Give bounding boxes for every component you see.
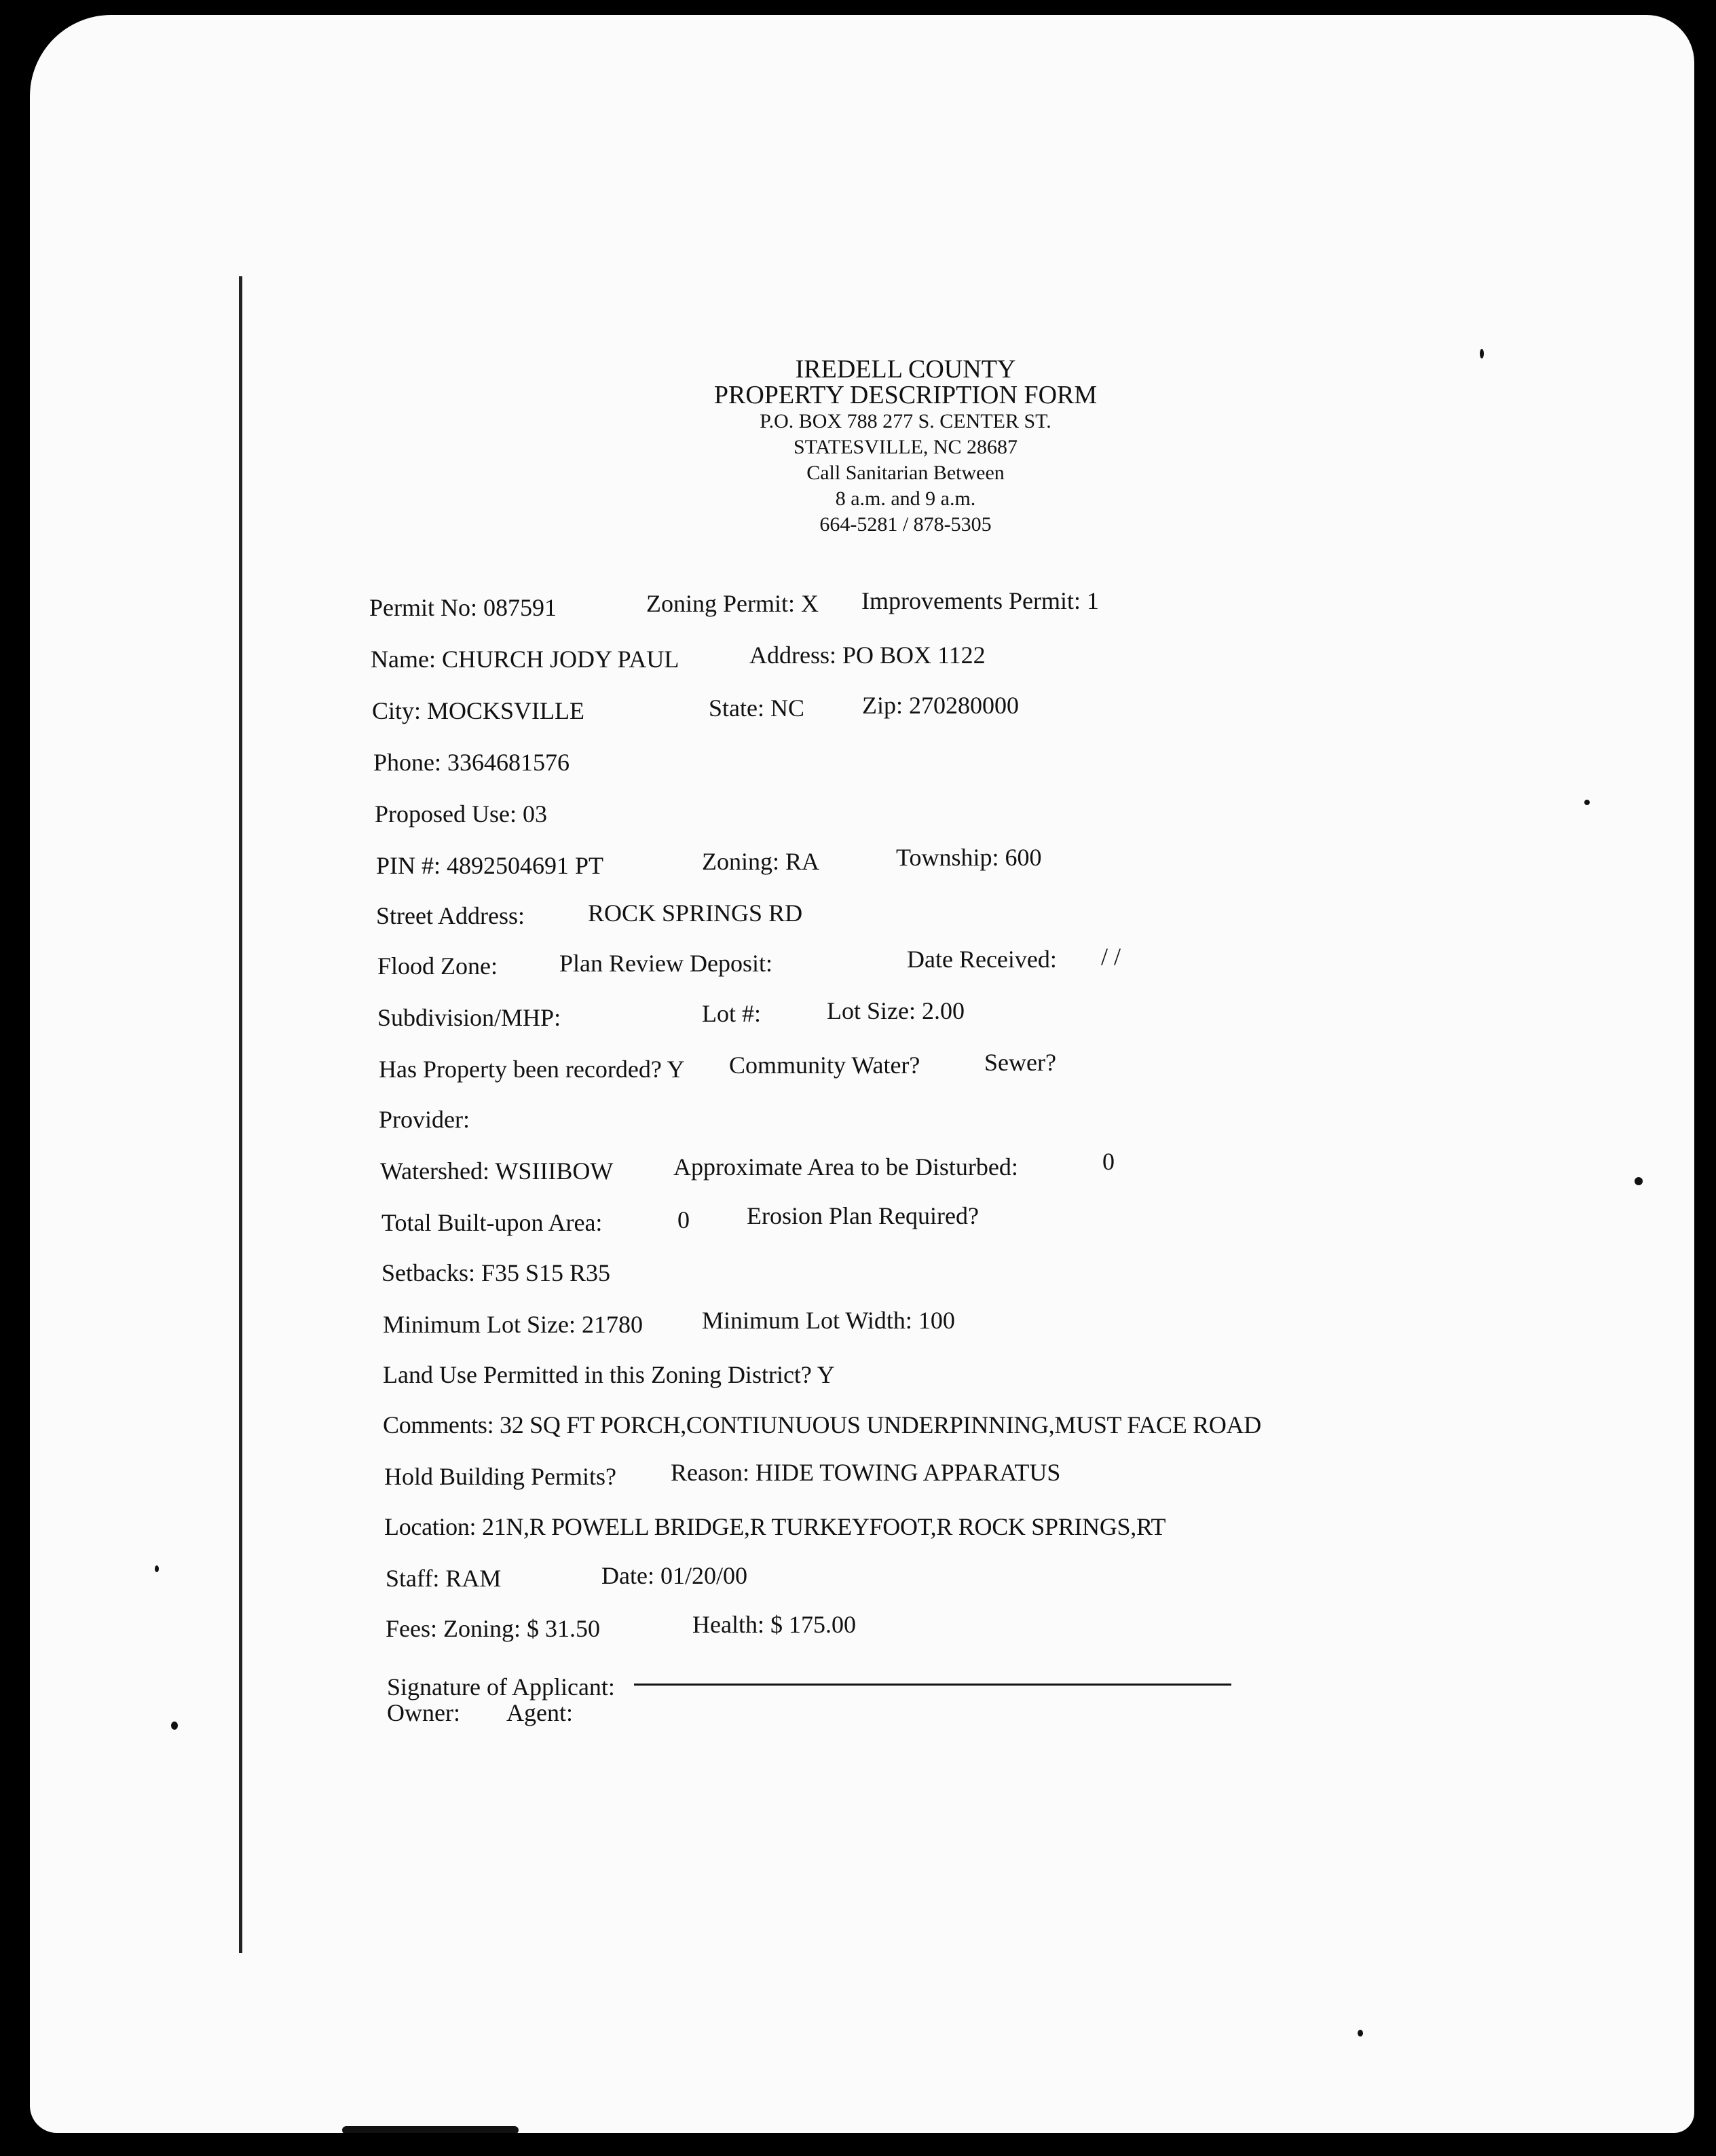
phone: Phone: 3364681576 [373,749,570,776]
left-margin-rule [239,276,242,1953]
setbacks: Setbacks: F35 S15 R35 [381,1259,611,1286]
fees-health: Health: $ 175.00 [692,1611,856,1638]
scan-speck [1480,349,1484,358]
hold-building-permits: Hold Building Permits? [384,1463,616,1490]
property-recorded: Has Property been recorded? Y [379,1056,685,1083]
permit-no: Permit No: 087591 [369,594,557,621]
header-address-line2: STATESVILLE, NC 28687 [793,436,1018,458]
date-received-label: Date Received: [907,946,1057,973]
land-use-permitted: Land Use Permitted in this Zoning District? Y [383,1361,835,1388]
flood-zone: Flood Zone: [377,952,498,980]
location: Location: 21N,R POWELL BRIDGE,R TURKEYFOOT,R ROCK SPRINGS,RT [384,1513,1166,1540]
approx-area-value: 0 [1102,1148,1115,1175]
date-received-value: / / [1101,943,1121,970]
provider: Provider: [379,1106,470,1133]
form-title: PROPERTY DESCRIPTION FORM [713,381,1098,409]
watershed: Watershed: WSIIIBOW [380,1157,614,1185]
agent-label: Agent: [506,1699,573,1726]
county-heading: IREDELL COUNTY [795,355,1016,384]
built-upon-value: 0 [677,1206,690,1233]
community-water: Community Water? [729,1052,920,1079]
erosion-plan: Erosion Plan Required? [747,1202,979,1229]
signature-label: Signature of Applicant: [387,1673,615,1700]
street-address-label: Street Address: [376,902,525,929]
header-address-line1: P.O. BOX 788 277 S. CENTER ST. [760,410,1051,432]
header-phones: 664-5281 / 878-5305 [819,513,992,536]
scan-speck [171,1722,178,1730]
scan-speck [155,1565,159,1572]
minimum-lot-width: Minimum Lot Width: 100 [702,1307,955,1334]
improvements-permit: Improvements Permit: 1 [861,587,1099,614]
fees-zoning: Fees: Zoning: $ 31.50 [386,1615,600,1642]
zoning: Zoning: RA [702,848,820,875]
pin-number: PIN #: 4892504691 PT [376,852,604,879]
header-call-line2: 8 a.m. and 9 a.m. [835,487,976,510]
minimum-lot-size: Minimum Lot Size: 21780 [383,1311,643,1338]
applicant-name: Name: CHURCH JODY PAUL [371,646,679,673]
township: Township: 600 [896,844,1042,871]
proposed-use: Proposed Use: 03 [375,800,547,828]
street-address-value: ROCK SPRINGS RD [588,899,803,927]
plan-review-deposit: Plan Review Deposit: [559,950,772,977]
scan-edge-mark [342,2126,519,2133]
header-call-line1: Call Sanitarian Between [806,462,1005,484]
date: Date: 01/20/00 [601,1562,747,1589]
applicant-address: Address: PO BOX 1122 [749,642,986,669]
signature-line [634,1684,1231,1686]
state: State: NC [709,694,804,722]
sewer: Sewer? [984,1049,1056,1076]
lot-number: Lot #: [702,1000,761,1027]
hold-reason: Reason: HIDE TOWING APPARATUS [671,1459,1061,1486]
subdivision: Subdivision/MHP: [377,1004,561,1031]
scan-speck [1635,1177,1643,1185]
city: City: MOCKSVILLE [372,697,585,724]
form-page [30,15,1694,2133]
zoning-permit: Zoning Permit: X [646,590,819,617]
scan-speck [1584,800,1590,805]
built-upon-label: Total Built-upon Area: [381,1209,603,1236]
staff: Staff: RAM [386,1565,502,1592]
comments: Comments: 32 SQ FT PORCH,CONTIUNUOUS UNDERPINNING,MUST FACE ROAD [383,1411,1261,1438]
owner-label: Owner: [387,1699,460,1726]
approx-area-label: Approximate Area to be Disturbed: [673,1153,1018,1181]
lot-size: Lot Size: 2.00 [827,997,965,1024]
scan-speck [1358,2030,1363,2037]
zip: Zip: 270280000 [862,692,1019,719]
